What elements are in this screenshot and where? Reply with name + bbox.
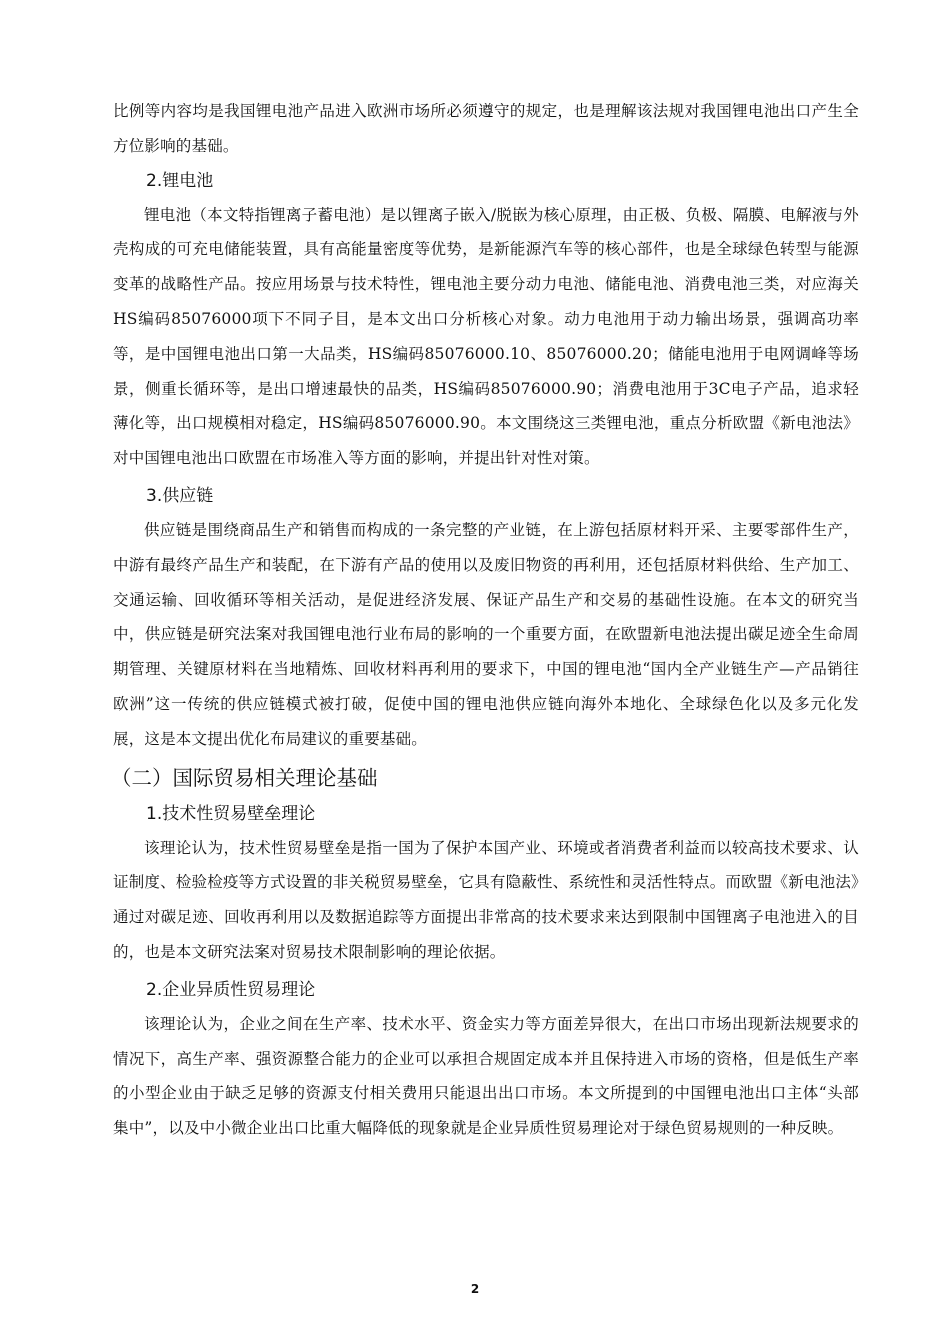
section-heading-tbt-theory: 1.技术性贸易壁垒理论 <box>146 803 316 824</box>
section-heading-heterogeneity-theory: 2.企业异质性贸易理论 <box>146 979 316 1000</box>
intro-paragraph: 比例等内容均是我国锂电池产品进入欧洲市场所必须遵守的规定，也是理解该法规对我国锂电池出口产生全方位影响的基础。 <box>113 102 859 155</box>
tbt-theory-paragraph: 该理论认为，技术性贸易壁垒是指一国为了保护本国产业、环境或者消费者利益而以较高技术要求、认证制度、检验检疫等方式设置的非关税贸易壁垒，它具有隐蔽性、系统性和灵活性特点。而欧盟《新电池法》通过对碳足迹、回收再利用以及数据追踪等方面提出非常高的技术要求来达到限制中国锂离子电池进入的目的，也是本文研究法案对贸易技术限制影响的理论依据。 <box>113 838 859 961</box>
section-heading-supply-chain: 3.供应链 <box>146 485 214 506</box>
page-content <box>113 94 859 1146</box>
chapter-heading-trade-theory: （二）国际贸易相关理论基础 <box>111 765 378 790</box>
heterogeneity-theory-paragraph: 该理论认为，企业之间在生产率、技术水平、资金实力等方面差异很大，在出口市场出现新法规要求的情况下，高生产率、强资源整合能力的企业可以承担合规固定成本并且保持进入市场的资格，但是低生产率的小型企业由于缺乏足够的资源支付相关费用只能退出出口市场。本文所提到的中国锂电池出口主体“头部集中”，以及中小微企业出口比重大幅降低的现象就是企业异质性贸易理论对于绿色贸易规则的一种反映。 <box>113 1014 859 1138</box>
section-heading-lithium-battery: 2.锂电池 <box>146 170 214 191</box>
lithium-battery-paragraph: 锂电池（本文特指锂离子蓄电池）是以锂离子嵌入/脱嵌为核心原理，由正极、负极、隔膜、电解液与外壳构成的可充电储能装置，具有高能量密度等优势，是新能源汽车等的核心部件，也是全球绿色转型与能源变革的战略性产品。按应用场景与技术特性，锂电池主要分动力电池、储能电池、消费电池三类，对应海关HS编码85076000项下不同子目，是本文出口分析核心对象。动力电池用于动力输出场景，强调高功率等，是中国锂电池出口第一大品类，HS编码85076000.10、85076000.20；储能电池用于电网调峰等场景，侧重长循环等，是出口增速最快的品类，HS编码85076000.90；消费电池用于3C电子产品，追求轻薄化等，出口规模相对稳定，HS编码85076000.90。本文围绕这三类锂电池，重点分析欧盟《新电池法》对中国锂电池出口欧盟在市场准入等方面的影响，并提出针对性对策。 <box>113 205 859 468</box>
supply-chain-paragraph: 供应链是围绕商品生产和销售而构成的一条完整的产业链，在上游包括原材料开采、主要零部件生产，中游有最终产品生产和装配，在下游有产品的使用以及废旧物资的再利用，还包括原材料供给、生产加工、交通运输、回收循环等相关活动，是促进经济发展、保证产品生产和交易的基础性设施。在本文的研究当中，供应链是研究法案对我国锂电池行业布局的影响的一个重要方面，在欧盟新电池法提出碳足迹全生命周期管理、关键原材料在当地精炼、回收材料再利用的要求下，中国的锂电池“国内全产业链生产—产品销往欧洲”这一传统的供应链模式被打破，促使中国的锂电池供应链向海外本地化、全球绿色化以及多元化发展，这是本文提出优化布局建议的重要基础。 <box>113 520 859 748</box>
page-number: 2 <box>470 1282 480 1296</box>
